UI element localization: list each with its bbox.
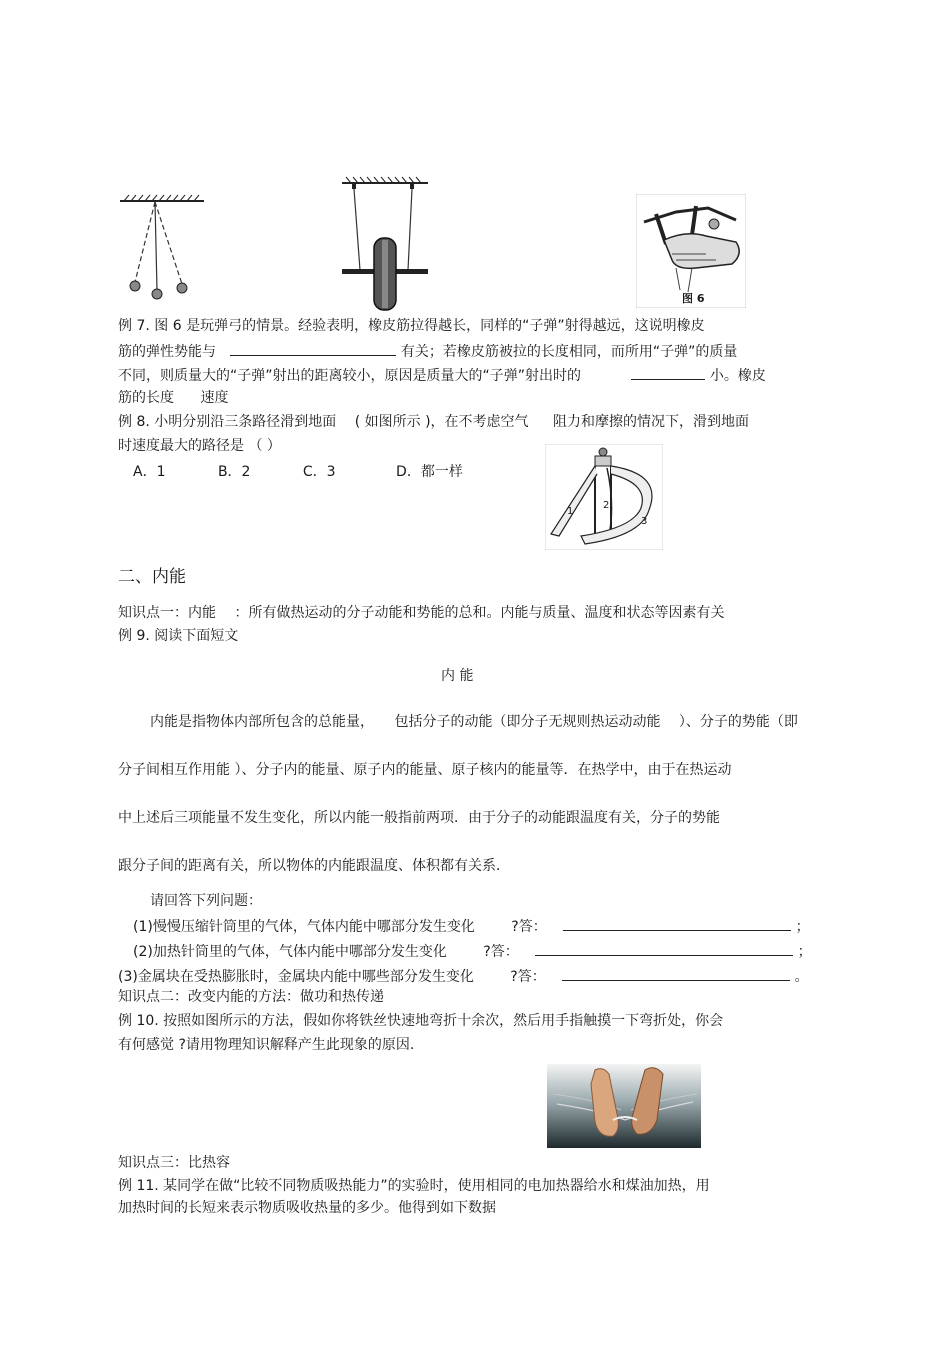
- option-a[interactable]: A．1: [133, 464, 166, 480]
- question-1: [133, 916, 810, 936]
- ex7-line4-text-b: 速度: [200, 390, 229, 406]
- figure-caption: 图 6: [682, 292, 705, 305]
- maxwell-wheel-figure: [338, 174, 434, 314]
- kp1-text: ：所有做热运动的分子动能和势能的总和。内能与质量、温度和状态等因素有关: [234, 605, 725, 621]
- ex8-options: [133, 463, 463, 481]
- knowledge-point-2: 知识点二：改变内能的方法：做功和热传递: [118, 989, 384, 1005]
- path-label-2: 2: [603, 500, 610, 511]
- passage-line2: 分子间相互作用能 ）、分子内的能量、原子内的能量、原子核内的能量等．在热学中，由于在热运动: [118, 762, 732, 778]
- passage-line3: 中上述后三项能量不发生变化，所以内能一般指前两项．由于分子的动能跟温度有关，分子的势能: [118, 810, 720, 826]
- passage-title: 内 能: [441, 668, 474, 684]
- answer-blank-q1[interactable]: [563, 916, 791, 931]
- knowledge-point-3: 知识点三：比热容: [118, 1155, 230, 1171]
- question-3-text: (3)金属块在受热膨胀时，金属块内能中哪些部分发生变化: [118, 969, 474, 985]
- passage-line1-b: 包括分子的动能（即分子无规则热运动动能: [394, 714, 661, 730]
- passage-line1-a: 内能是指物体内部所包含的总能量，: [150, 714, 374, 730]
- slide-paths-figure: [545, 444, 663, 550]
- ex7-line4-text-a: 筋的长度: [118, 390, 174, 406]
- question-3-answer-label: ?答：: [510, 969, 546, 985]
- passage-line4: 跟分子间的距离有关，所以物体的内能跟温度、体积都有关系．: [118, 858, 510, 874]
- slingshot-figure: [636, 194, 746, 308]
- section-title: 二、内能: [118, 567, 186, 587]
- bending-wire-photo: [547, 1064, 701, 1148]
- ex8-line2: 时速度最大的路径是 （ ）: [118, 438, 281, 454]
- ex7-line3-text-b: 小。橡皮: [709, 368, 766, 384]
- ex7-line1: 例 7. 图 6 是玩弹弓的情景。经验表明，橡皮筋拉得越长，同样的“子弹”射得越远，这说明橡皮: [118, 318, 705, 334]
- ex11-line1: 例 11. 某同学在做“比较不同物质吸热能力”的实验时，使用相同的电加热器给水和煤油加热，用: [118, 1178, 710, 1194]
- passage-line1-c: ）、分子的势能（即: [678, 714, 798, 730]
- path-label-1: 1: [567, 506, 574, 517]
- ex7-line3: [118, 365, 766, 385]
- ex7-line3-text-a: 不同，则质量大的“子弹”射出的距离较小，原因是质量大的“子弹”射出时的: [118, 368, 582, 384]
- knowledge-point-1: [118, 604, 724, 622]
- answer-blank-speed[interactable]: [631, 365, 705, 380]
- ex10-line1: 例 10. 按照如图所示的方法，假如你将铁丝快速地弯折十余次，然后用手指触摸一下弯折处，你会: [118, 1013, 724, 1029]
- ex8-line1: [118, 413, 749, 431]
- questions-prompt: 请回答下列问题：: [150, 893, 262, 909]
- question-1-text: (1)慢慢压缩针筒里的气体，气体内能中哪部分发生变化: [133, 919, 475, 935]
- kp1-label: 知识点一：内能: [118, 605, 216, 621]
- ex7-line4: [118, 389, 228, 407]
- ex7-line2-text-b: 有关；若橡皮筋被拉的长度相同，而所用“子弹”的质量: [400, 344, 738, 360]
- question-1-end: ；: [795, 919, 810, 935]
- question-1-answer-label: ?答：: [511, 919, 547, 935]
- ex9-intro: 例 9. 阅读下面短文: [118, 628, 239, 644]
- answer-blank-elastic[interactable]: [230, 341, 396, 356]
- option-b[interactable]: B．2: [217, 464, 251, 480]
- ex7-line2-text-a: 筋的弹性势能与: [118, 344, 216, 360]
- ex8-line1-text-a: 例 8. 小明分别沿三条路径滑到地面: [118, 414, 337, 430]
- ex7-line2: [118, 341, 737, 361]
- ex10-line2: 有何感觉 ?请用物理知识解释产生此现象的原因.: [118, 1037, 415, 1053]
- answer-blank-q2[interactable]: [535, 941, 793, 956]
- question-3-end: 。: [794, 969, 809, 985]
- ex8-line1-text-c: 阻力和摩擦的情况下，滑到地面: [553, 414, 749, 430]
- question-2-answer-label: ?答：: [483, 944, 519, 960]
- ex11-line2: 加热时间的长短来表示物质吸收热量的多少。他得到如下数据: [118, 1200, 496, 1216]
- option-d[interactable]: D．都一样: [396, 464, 463, 480]
- answer-blank-q3[interactable]: [562, 966, 790, 981]
- pendulum-figure: [116, 192, 208, 302]
- question-2-end: ；: [797, 944, 812, 960]
- ex8-line1-text-b: ( 如图所示 )，在不考虑空气: [354, 414, 529, 430]
- option-c[interactable]: C．3: [302, 464, 336, 480]
- question-3: [118, 966, 809, 986]
- question-2: [133, 941, 812, 961]
- question-2-text: (2)加热针筒里的气体，气体内能中哪部分发生变化: [133, 944, 447, 960]
- passage-line1: [150, 713, 798, 731]
- path-label-3: 3: [641, 516, 648, 527]
